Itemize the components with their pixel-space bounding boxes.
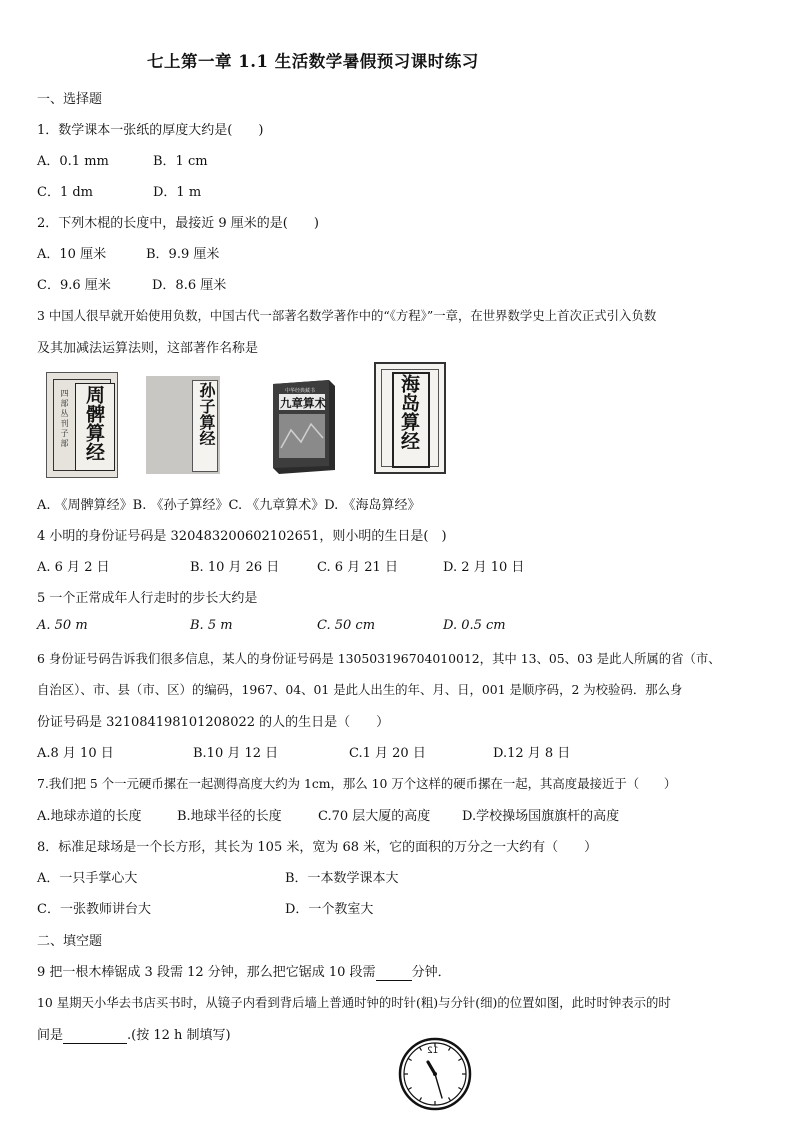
book-1-series-label: 四部丛刊子部 xyxy=(60,389,69,449)
question-10-stem-line-2 xyxy=(37,1024,231,1044)
book-4-title: 海岛算经 xyxy=(398,374,420,450)
question-1-stem: 1．数学课本一张纸的厚度大约是( ) xyxy=(37,123,264,138)
question-8-stem: 8．标准足球场是一个长方形，其长为 105 米，宽为 68 米，它的面积的万分之一大约有（ ） xyxy=(37,840,598,855)
question-5-option-b: B. 5 m xyxy=(190,618,233,633)
question-9-answer-blank[interactable] xyxy=(376,965,412,981)
book-cover-zhoubi-suanjing xyxy=(46,372,118,478)
question-6-option-c: C.1 月 20 日 xyxy=(349,746,426,761)
question-5-option-a: A. 50 m xyxy=(37,618,88,633)
question-10-text-before: 间是 xyxy=(37,1028,64,1043)
book-3-title: 九章算术 xyxy=(280,396,326,410)
question-6-option-a: A.8 月 10 日 xyxy=(37,746,114,761)
book-cover-haidao-suanjing xyxy=(374,362,446,474)
clock-mirrored-12-label: 12 xyxy=(427,1046,439,1056)
question-7-stem: 7.我们把 5 个一元硬币摞在一起测得高度大约为 1cm，那么 10 万个这样的硬币摞在一起，其高度最接近于（ ） xyxy=(37,776,677,791)
question-1-option-c: C．1 dm xyxy=(37,185,93,200)
question-9-text-before: 9 把一根木棒锯成 3 段需 12 分钟，那么把它锯成 10 段需 xyxy=(37,965,376,980)
book-2-title: 孙子算经 xyxy=(197,382,216,446)
question-4-option-c: C. 6 月 21 日 xyxy=(317,560,398,575)
question-6-stem-line-3: 份证号码是 321084198101208022 的人的生日是（ ） xyxy=(37,715,390,730)
question-1-option-d: D．1 m xyxy=(153,185,202,200)
mirrored-clock-figure xyxy=(398,1036,472,1112)
book-cover-sunzi-suanjing xyxy=(146,376,220,474)
question-1-option-b: B．1 cm xyxy=(153,154,208,169)
question-7-option-a: A.地球赤道的长度 xyxy=(37,809,142,824)
question-2-option-a: A．10 厘米 xyxy=(37,247,107,262)
section-heading-fill-in: 二、填空题 xyxy=(37,934,103,949)
question-4-option-d: D. 2 月 10 日 xyxy=(443,560,525,575)
question-9 xyxy=(37,961,451,981)
question-4-option-a: A. 6 月 2 日 xyxy=(37,560,110,575)
book-1-title: 周髀算经 xyxy=(83,385,105,461)
question-10-text-after: .(按 12 h 制填写) xyxy=(127,1028,231,1043)
question-6-option-b: B.10 月 12 日 xyxy=(193,746,279,761)
question-1-option-a: A．0.1 mm xyxy=(37,154,109,169)
question-2-stem: 2．下列木棍的长度中，最接近 9 厘米的是( ) xyxy=(37,216,319,231)
book-cover-jiuzhang-suanshu xyxy=(265,378,337,474)
question-6-stem-line-2: 自治区）、市、县（市、区）的编码，1967、04、01 是此人出生的年、月、日，001 是顺序码，2 为校验码．那么身 xyxy=(37,682,683,697)
question-3-stem-line-2: 及其加减法运算法则，这部著作名称是 xyxy=(37,341,259,356)
question-2-option-d: D．8.6 厘米 xyxy=(152,278,227,293)
question-6-stem-line-1: 6 身份证号码告诉我们很多信息，某人的身份证号码是 130503196704010012，其中 13、05、03 是此人所属的省（市、 xyxy=(37,651,721,666)
question-10-answer-blank[interactable] xyxy=(63,1028,127,1044)
question-8-option-b: B．一本数学课本大 xyxy=(285,871,399,886)
question-7-option-c: C.70 层大厦的高度 xyxy=(318,809,431,824)
question-7-option-b: B.地球半径的长度 xyxy=(177,809,282,824)
question-8-option-a: A．一只手掌心大 xyxy=(37,871,138,886)
question-2-option-b: B．9.9 厘米 xyxy=(146,247,220,262)
question-5-option-c: C. 50 cm xyxy=(317,618,376,633)
question-3-options: A. 《周髀算经》B. 《孙子算经》C. 《九章算术》D. 《海岛算经》 xyxy=(37,498,421,513)
question-6-option-d: D.12 月 8 日 xyxy=(493,746,571,761)
question-2-option-c: C．9.6 厘米 xyxy=(37,278,111,293)
question-4-option-b: B. 10 月 26 日 xyxy=(190,560,280,575)
question-4-stem: 4 小明的身份证号码是 320483200602102651，则小明的生日是( ) xyxy=(37,529,447,544)
question-5-option-d: D. 0.5 cm xyxy=(443,618,506,633)
question-10-stem-line-1: 10 星期天小华去书店买书时，从镜子内看到背后墙上普通时钟的时针(粗)与分针(细)的位置如图，此时时钟表示的时 xyxy=(37,995,671,1010)
section-heading-choice: 一、选择题 xyxy=(37,92,103,107)
question-3-stem-line-1: 3 中国人很早就开始使用负数，中国古代一部著名数学著作中的“《方程》”一章，在世界数学史上首次正式引入负数 xyxy=(37,308,657,323)
question-8-option-c: C．一张教师讲台大 xyxy=(37,902,151,917)
question-9-text-after: 分钟． xyxy=(411,965,451,980)
question-5-stem: 5 一个正常成年人行走时的步长大约是 xyxy=(37,591,258,606)
book-3-top-label: 中华经典藏书 xyxy=(285,388,316,394)
question-8-option-d: D．一个教室大 xyxy=(285,902,374,917)
page-title: 七上第一章 1.1 生活数学暑假预习课时练习 xyxy=(147,52,479,71)
question-7-option-d: D.学校操场国旗旗杆的高度 xyxy=(462,809,620,824)
